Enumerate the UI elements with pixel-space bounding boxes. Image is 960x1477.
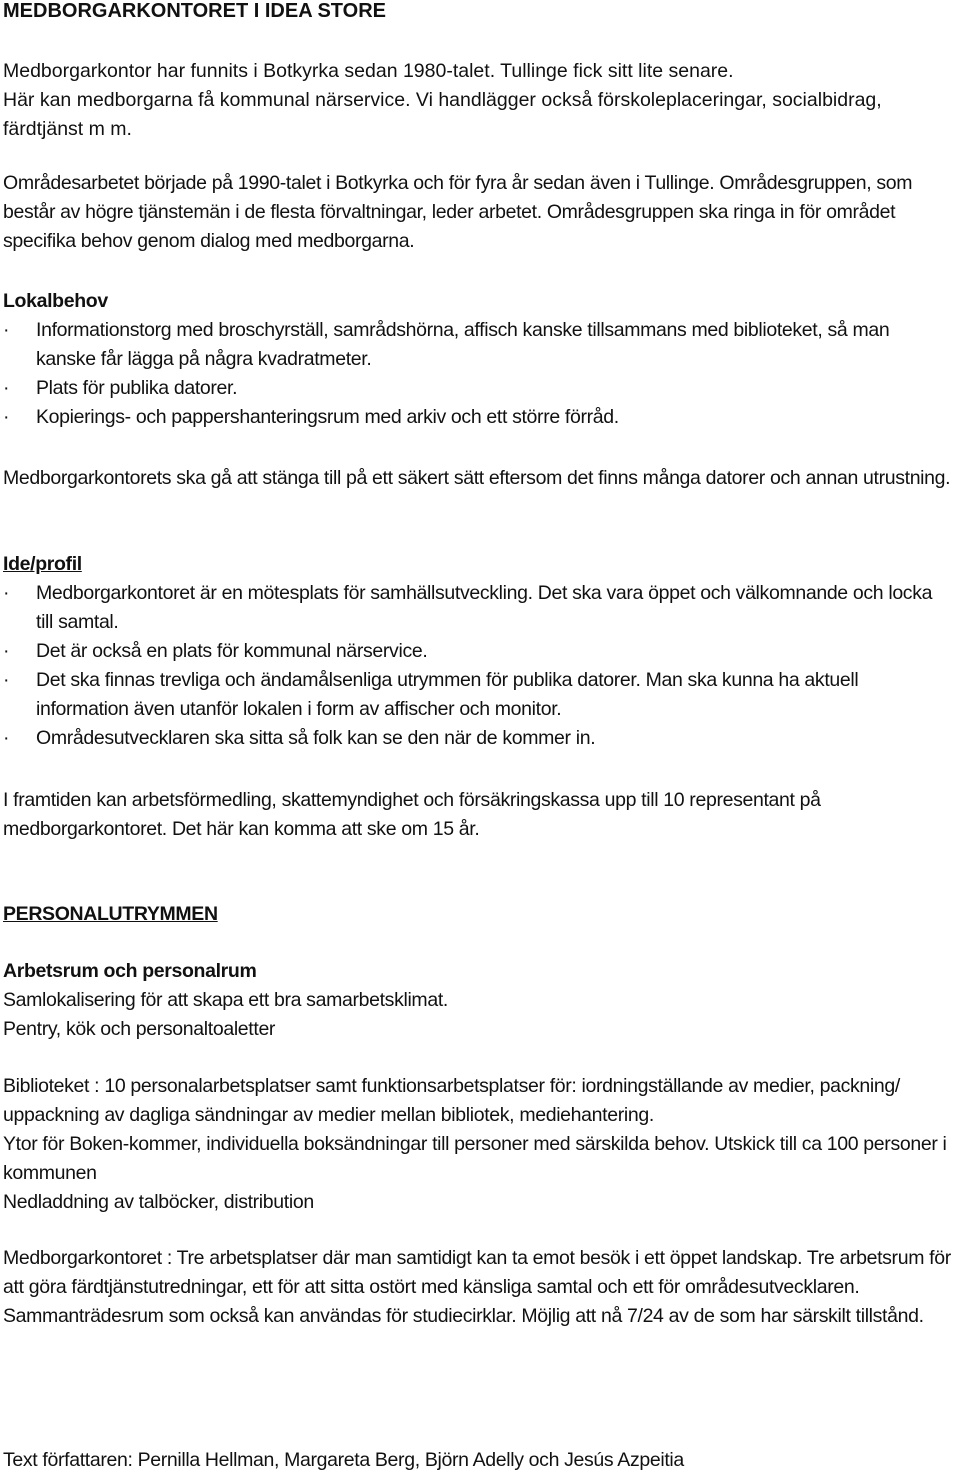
- bullet-dot: ·: [3, 319, 10, 341]
- medborgar-paragraph: Medborgarkontoret : Tre arbetsplatser där man samtidigt kan ta emot besök i ett öppet landskap. Tre arbetsrum för att göra färdtjänstutredningar, ett för att sitta ostört med känsliga samtal och ett för områdesutvecklaren.: [3, 1247, 951, 1298]
- ide-heading: Ide/profil: [3, 553, 82, 575]
- personal-section: [3, 957, 954, 1044]
- text-line: Samlokalisering för att skapa ett bra samarbetsklimat.: [3, 989, 448, 1011]
- stanga-paragraph: Medborgarkontorets ska gå att stänga till på ett säkert sätt eftersom det finns många datorer och annan utrustning.: [3, 467, 951, 489]
- list-item: · Områdesutvecklaren ska sitta så folk kan se den när de kommer in.: [3, 724, 954, 753]
- personal-subheading: Arbetsrum och personalrum: [3, 960, 257, 982]
- bullet-dot: ·: [3, 669, 10, 691]
- bullet-dot: ·: [3, 727, 10, 749]
- text-line: Pentry, kök och personaltoaletter: [3, 1018, 276, 1040]
- bibliotek-section: [3, 1072, 954, 1217]
- list-item: · Kopierings- och pappershanteringsrum med arkiv och ett större förråd.: [3, 403, 954, 432]
- bibliotek-paragraph: Nedladdning av talböcker, distribution: [3, 1191, 314, 1213]
- omrade-paragraph: Områdesarbetet började på 1990-talet i Botkyrka och för fyra år sedan även i Tullinge. Områdesgruppen, som består av högre tjänstemän i de flesta förvaltningar, leder arbetet. Områdesgruppen ska ringa in för området specifika behov genom dialog med medborgarna.: [3, 172, 913, 252]
- author-footer: Text författaren: Pernilla Hellman, Margareta Berg, Björn Adelly och Jesús Azpeitia: [3, 1449, 684, 1471]
- ide-section: [3, 550, 954, 753]
- bullet-dot: ·: [3, 640, 10, 662]
- list-item: · Medborgarkontoret är en mötesplats för samhällsutveckling. Det ska vara öppet och välkomnande och locka till samtal.: [3, 579, 954, 637]
- bullet-dot: ·: [3, 406, 10, 428]
- bibliotek-paragraph: Biblioteket : 10 personalarbetsplatser samt funktionsarbetsplatser för: iordningställande av medier, packning/ uppackning av dagliga sändningar av medier mellan bibliotek, mediehantering.: [3, 1075, 900, 1126]
- list-item: · Det är också en plats för kommunal närservice.: [3, 637, 954, 666]
- list-item: · Informationstorg med broschyrställ, samrådshörna, affisch kanske tillsammans med biblioteket, så man kanske får lägga på några kvadratmeter.: [3, 316, 954, 374]
- intro-line: Här kan medborgarna få kommunal närservice. Vi handlägger också förskoleplaceringar, socialbidrag, färdtjänst m m.: [3, 89, 882, 140]
- bullet-dot: ·: [3, 377, 10, 399]
- medborgar-paragraph: Sammanträdesrum som också kan användas för studiecirklar. Möjlig att nå 7/24 av de som har särskilt tillstånd.: [3, 1305, 924, 1327]
- list-item: · Det ska finnas trevliga och ändamålsenliga utrymmen för publika datorer. Man ska kunna ha aktuell information även utanför lokalen i form av affischer och monitor.: [3, 666, 954, 724]
- intro-line: Medborgarkontor har funnits i Botkyrka sedan 1980-talet. Tullinge fick sitt lite senare.: [3, 60, 734, 82]
- intro-section: [3, 57, 954, 144]
- framtid-paragraph: I framtiden kan arbetsförmedling, skattemyndighet och försäkringskassa upp till 10 representant på medborgarkontoret. Det här kan komma att ske om 15 år.: [3, 789, 821, 840]
- bullet-dot: ·: [3, 582, 10, 604]
- medborgar-section: [3, 1244, 954, 1331]
- list-item: · Plats för publika datorer.: [3, 374, 954, 403]
- lokalbehov-section: [3, 287, 954, 432]
- page-title: MEDBORGARKONTORET I IDEA STORE: [3, 0, 386, 22]
- lokalbehov-heading: Lokalbehov: [3, 290, 108, 312]
- personal-heading: PERSONALUTRYMMEN: [3, 903, 218, 925]
- bibliotek-paragraph: Ytor för Boken-kommer, individuella boksändningar till personer med särskilda behov. Utskick till ca 100 personer i kommunen: [3, 1133, 947, 1184]
